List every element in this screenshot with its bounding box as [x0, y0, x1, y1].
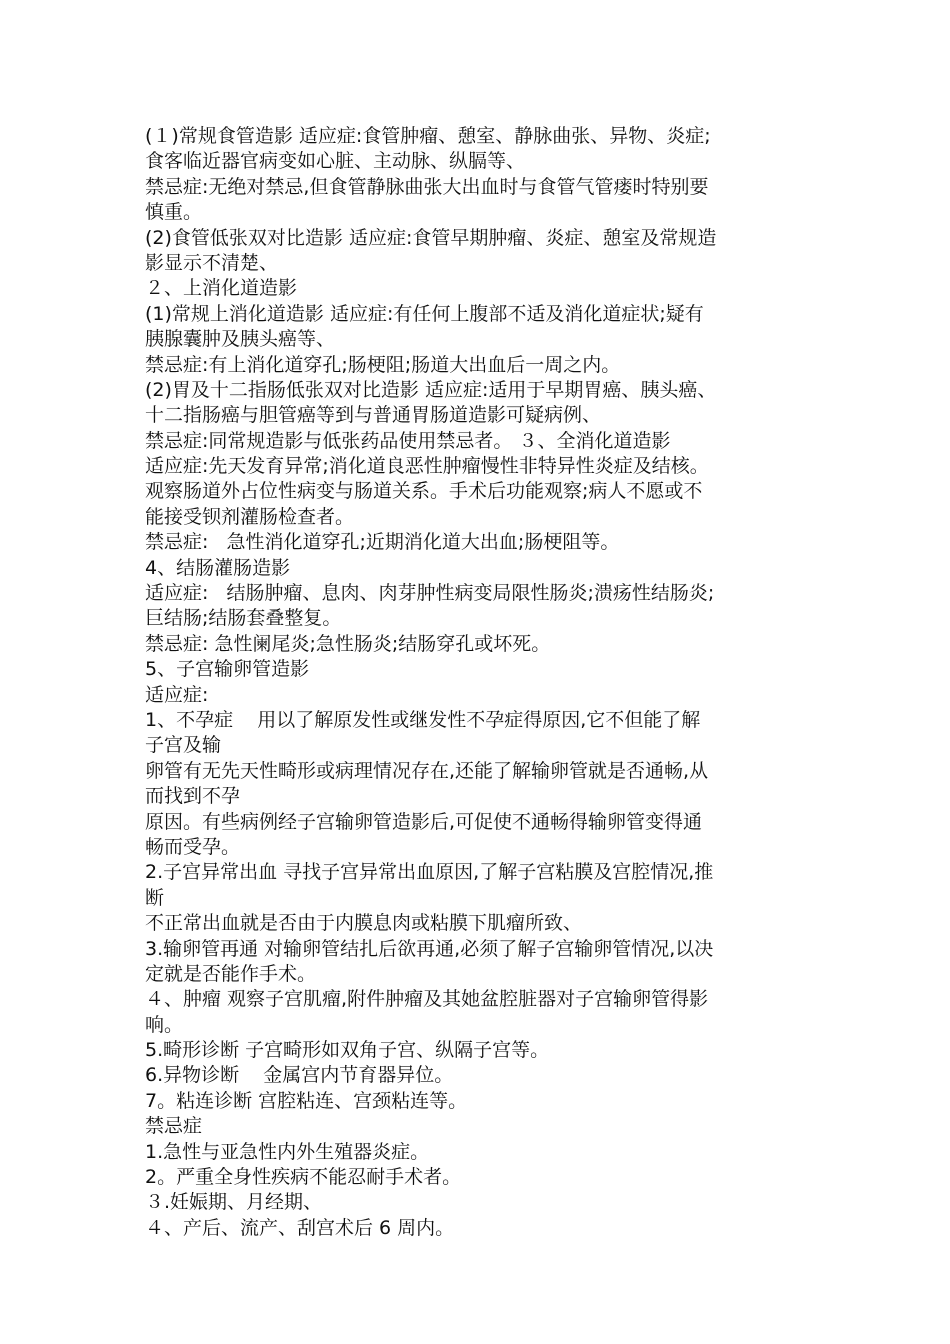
text-line: (１)常规食管造影 适应症:食管肿瘤、憩室、静脉曲张、异物、炎症;	[145, 125, 711, 147]
text-line: 定就是否能作手术。	[145, 962, 317, 985]
text-line: 禁忌症:有上消化道穿孔;肠梗阻;肠道大出血后一周之内。	[145, 353, 621, 376]
text-line: 适应症:	[145, 683, 209, 706]
text-line: 胰腺囊肿及胰头癌等、	[145, 328, 336, 351]
text-line: 巨结肠;结肠套叠整复。	[145, 607, 342, 630]
text-line: (1)常规上消化道造影 适应症:有任何上腹部不适及消化道症状;疑有	[145, 302, 704, 325]
text-line: 禁忌症:同常规造影与低张药品使用禁忌者。 ３、全消化道造影	[145, 429, 671, 452]
text-line: 1、不孕症 用以了解原发性或继发性不孕症得原因,它不但能了解	[145, 708, 701, 731]
section-heading: ２、上消化道造影	[145, 277, 298, 300]
text-line: 禁忌症:无绝对禁忌,但食管静脉曲张大出血时与食管气管瘘时特别要	[145, 175, 709, 198]
text-line: 观察肠道外占位性病变与肠道关系。手术后功能观察;病人不愿或不	[145, 480, 703, 503]
text-line: (2)胃及十二指肠低张双对比造影 适应症:适用于早期胃癌、胰头癌、	[145, 378, 717, 401]
section-heading: 5、子宫输卵管造影	[145, 658, 310, 681]
text-line: 不正常出血就是否由于内膜息肉或粘膜下肌瘤所致、	[145, 912, 583, 935]
text-line: 十二指肠癌与胆管癌等到与普通胃肠道造影可疑病例、	[145, 404, 602, 427]
text-line: (2)食管低张双对比造影 适应症:食管早期肿瘤、炎症、憩室及常规造	[145, 226, 717, 249]
text-line: 2.子宫异常出血 寻找子宫异常出血原因,了解子宫粘膜及宫腔情况,推	[145, 861, 714, 884]
text-line: 适应症: 结肠肿瘤、息肉、肉芽肿性病变局限性肠炎;溃疡性结肠炎;	[145, 582, 715, 605]
text-line: 断	[145, 886, 165, 909]
text-line: 食客临近器官病变如心脏、主动脉、纵膈等、	[145, 150, 526, 173]
text-line: 6.异物诊断 金属宫内节育器异位。	[145, 1064, 454, 1087]
text-line: 影显示不清楚、	[145, 251, 279, 274]
text-line: 2。严重全身性疾病不能忍耐手术者。	[145, 1166, 462, 1189]
text-line: 慎重。	[145, 201, 203, 224]
text-line: 禁忌症: 急性消化道穿孔;近期消化道大出血;肠梗阻等。	[145, 531, 620, 554]
text-line: 畅而受孕。	[145, 835, 241, 858]
text-line: 原因。有些病例经子宫输卵管造影后,可促使不通畅得输卵管变得通	[145, 810, 703, 833]
text-line: 能接受钡剂灌肠检查者。	[145, 505, 355, 528]
text-line: ３.妊娠期、月经期、	[145, 1191, 323, 1214]
text-line: 禁忌症: 急性阑尾炎;急性肠炎;结肠穿孔或坏死。	[145, 632, 551, 655]
text-line: 而找到不孕	[145, 785, 241, 808]
text-line: 5.畸形诊断 子宫畸形如双角子宫、纵隔子宫等。	[145, 1039, 550, 1062]
section-heading: 禁忌症	[145, 1115, 203, 1138]
text-line: 响。	[145, 1013, 184, 1036]
text-line: 子宫及输	[145, 734, 222, 757]
text-line: 7。粘连诊断 宫腔粘连、宫颈粘连等。	[145, 1089, 468, 1112]
document-body	[145, 124, 825, 1241]
text-line: ４、肿瘤 观察子宫肌瘤,附件肿瘤及其她盆腔脏器对子宫输卵管得影	[145, 988, 709, 1011]
text-line: 卵管有无先天性畸形或病理情况存在,还能了解输卵管就是否通畅,从	[145, 759, 709, 782]
text-line: 1.急性与亚急性内外生殖器炎症。	[145, 1140, 430, 1163]
text-line: 3.输卵管再通 对输卵管结扎后欲再通,必须了解子宫输卵管情况,以决	[145, 937, 714, 960]
section-heading: 4、结肠灌肠造影	[145, 556, 291, 579]
text-line: ４、产后、流产、刮宫术后 6 周内。	[145, 1216, 455, 1239]
text-line: 适应症:先天发育异常;消化道良恶性肿瘤慢性非特异性炎症及结核。	[145, 455, 709, 478]
